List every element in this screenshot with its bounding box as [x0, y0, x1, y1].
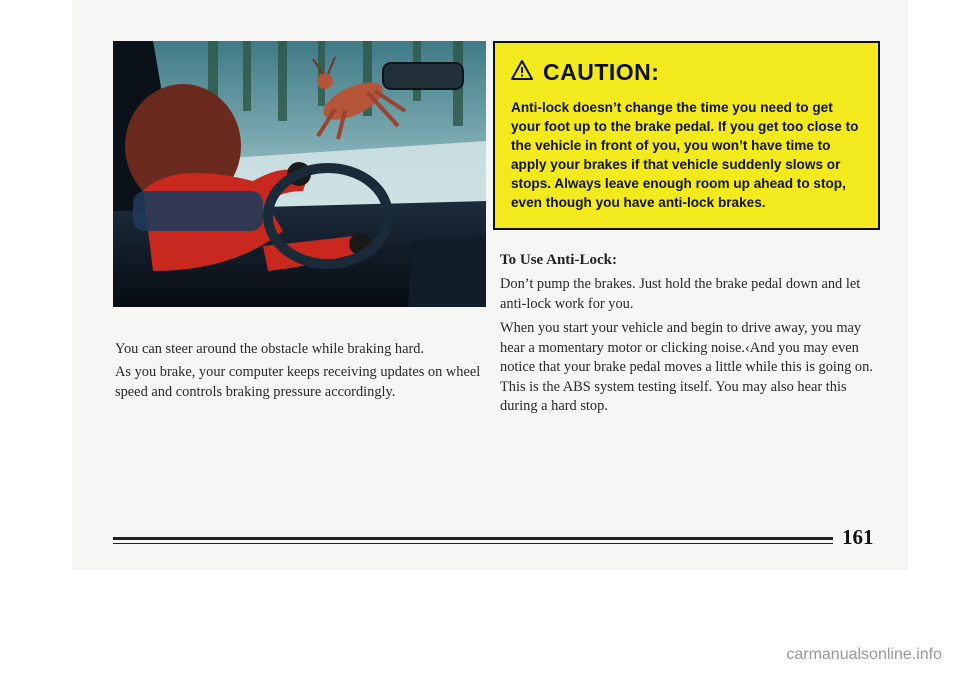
right-paragraph: Don’t pump the brakes. Just hold the brake pedal down and let anti-lock work for you. [500, 276, 861, 312]
section-heading: To Use Anti-Lock: [500, 252, 617, 268]
footer-rule [113, 537, 833, 540]
caution-header [511, 59, 864, 86]
warning-triangle-icon [511, 60, 533, 85]
caution-text: Anti-lock doesn’t change the time you need to get your foot up to the brake pedal. If you get too close to the vehicle in front of you, you won’t have time to apply your brakes if that vehicle suddenly slows or stops. Always leave enough room up ahead to stop, even though you have anti-lock brakes. [511, 100, 859, 210]
left-paragraph: As you brake, your computer keeps receiving updates on wheel speed and controls braking pressure accordingly. [115, 364, 481, 400]
caution-box [493, 41, 880, 230]
right-paragraph: When you start your vehicle and begin to drive away, you may hear a momentary motor or clicking noise.‹And you may even notice that your brake pedal moves a little while this is going on. This is the ABS system testing itself. You may also hear this during a hard stop. [500, 320, 873, 414]
watermark-text: carmanualsonline.info [786, 646, 942, 663]
page-number: 161 [842, 525, 874, 549]
car-seat [133, 191, 263, 231]
rearview-mirror [383, 63, 463, 89]
illustration-scene [113, 41, 486, 307]
footer-rule [113, 543, 833, 544]
caution-title: CAUTION: [543, 59, 660, 85]
left-paragraph: You can steer around the obstacle while braking hard. [115, 341, 425, 357]
driver-braking-illustration [113, 41, 486, 307]
car-door [408, 236, 486, 307]
